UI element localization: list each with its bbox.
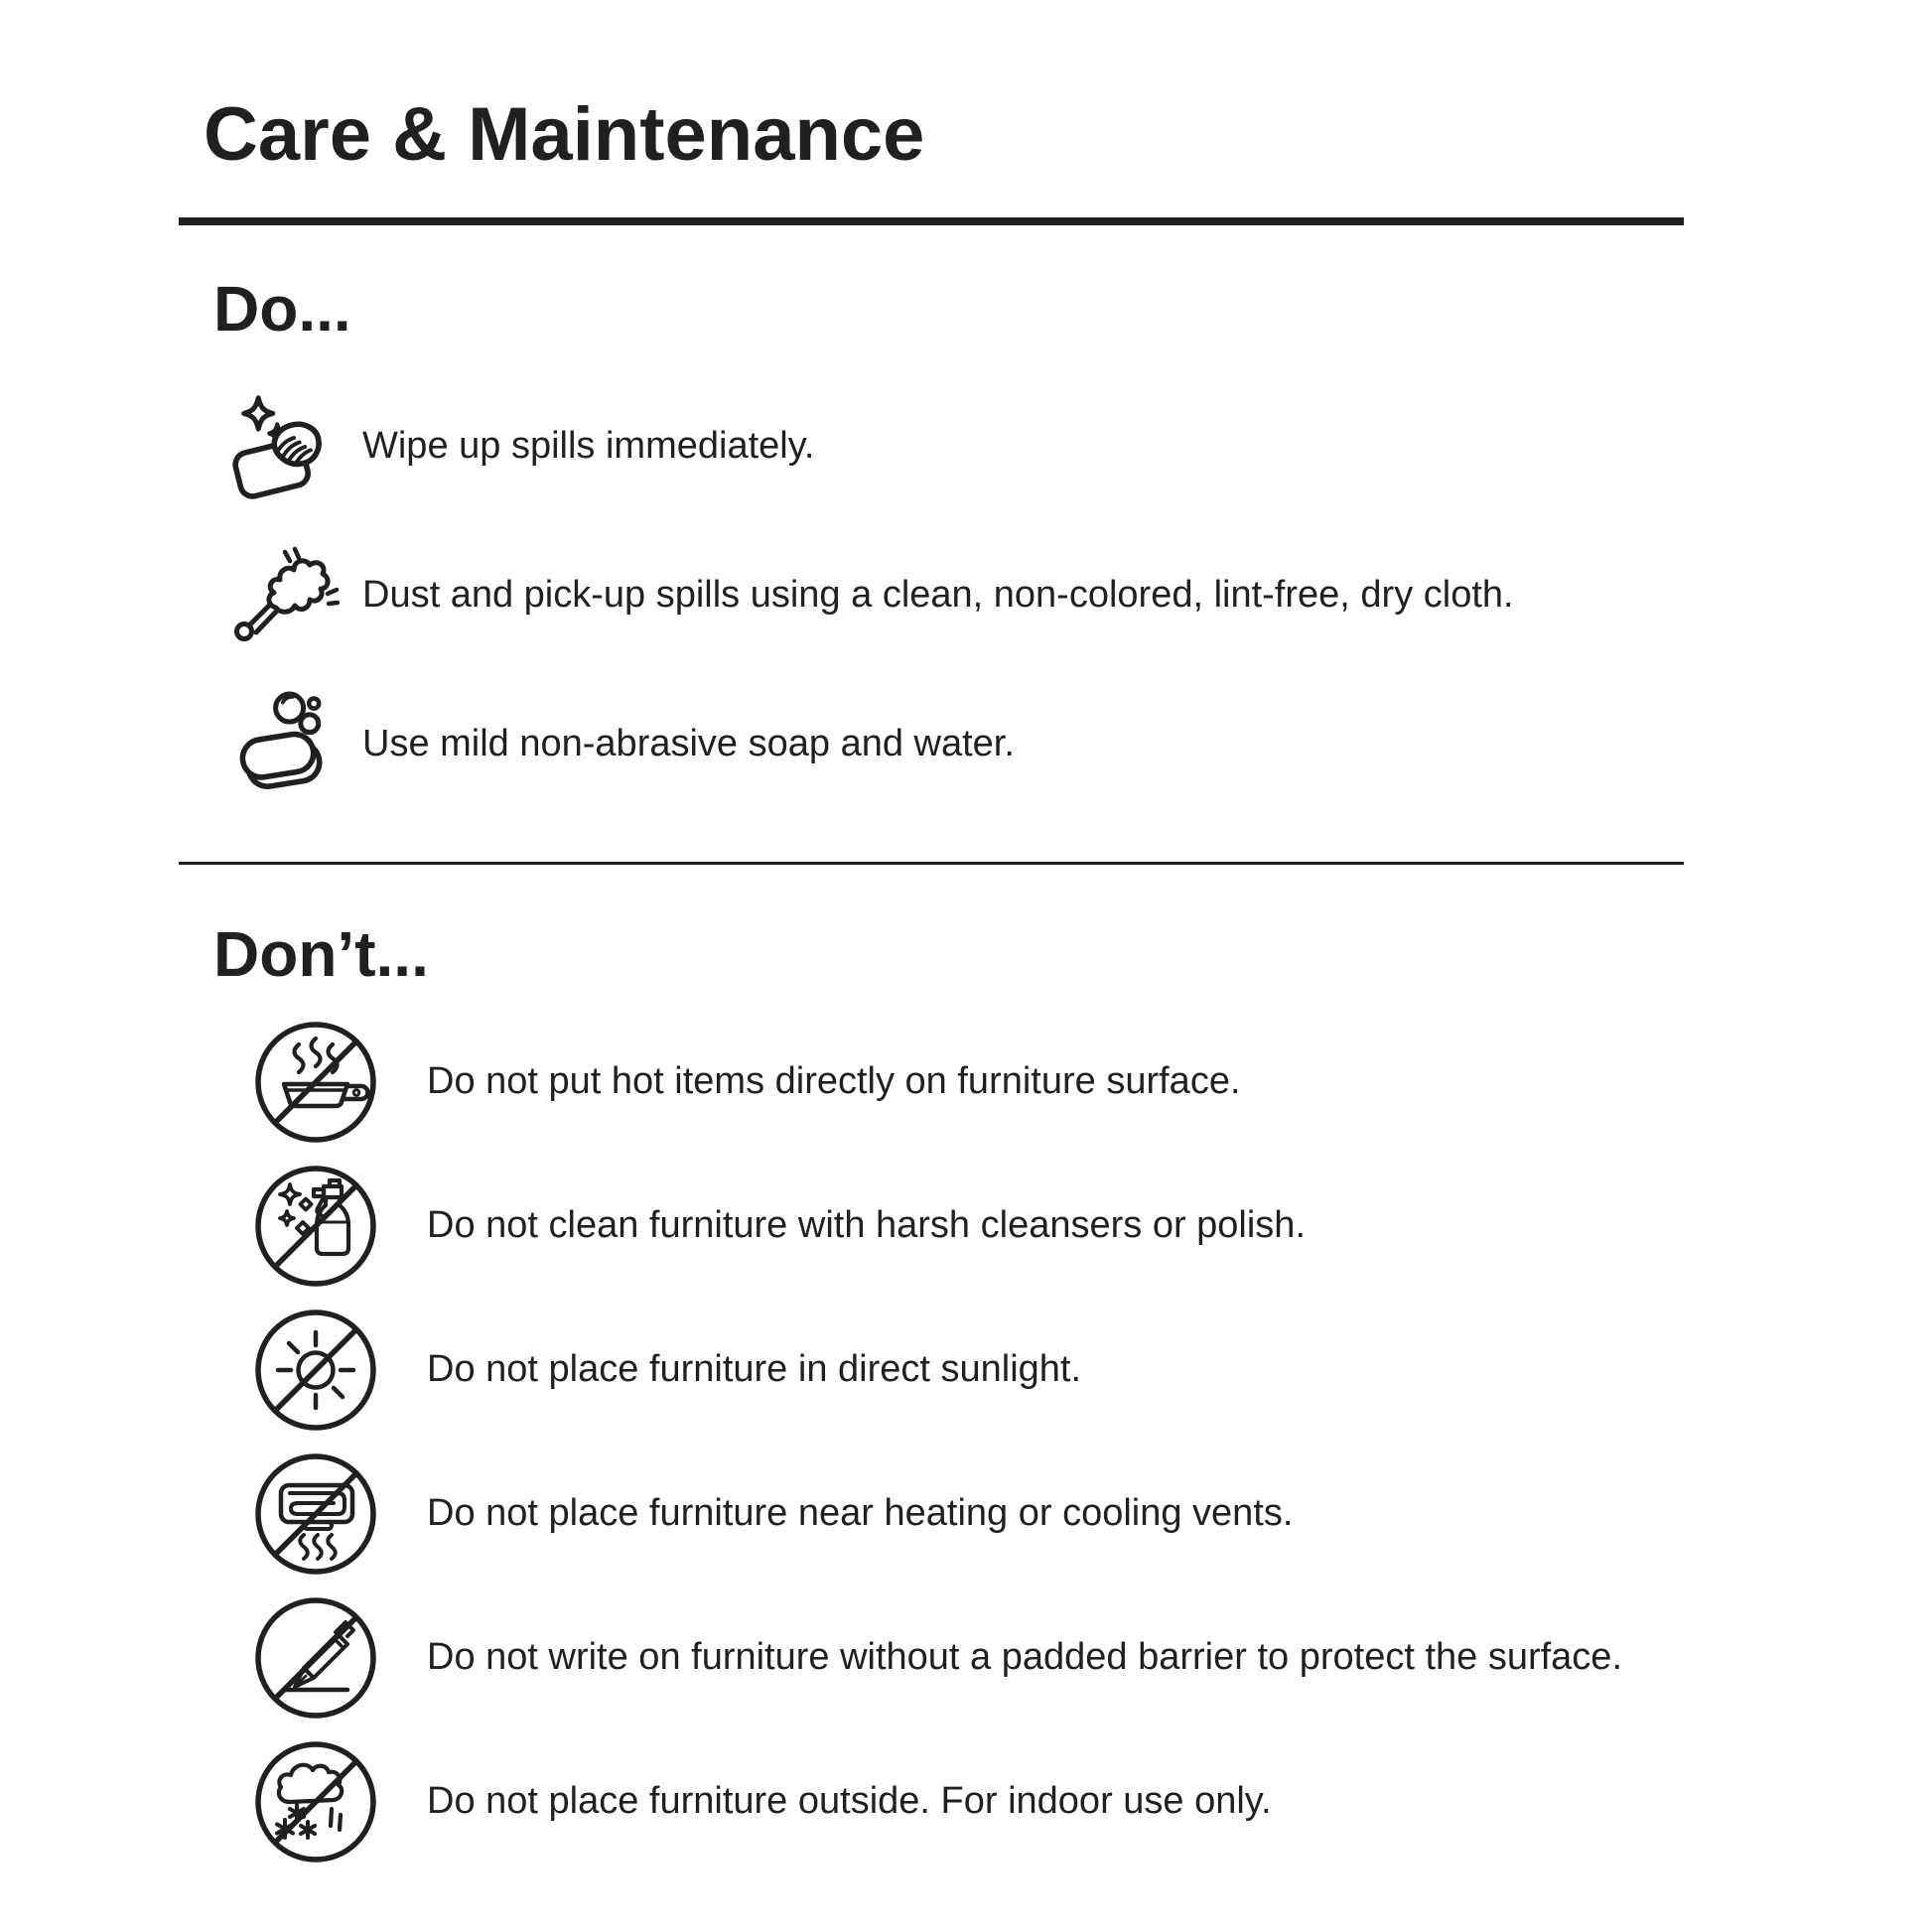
instruction-text: Wipe up spills immediately. (362, 425, 815, 468)
do-item-row (179, 372, 1684, 521)
dont-item-row (179, 1154, 1684, 1298)
instruction-text: Do not place furniture outside. For indoor use only. (427, 1779, 1272, 1822)
do-item-row (179, 521, 1684, 670)
instruction-text: Do not place furniture near heating or cooling vents. (427, 1491, 1294, 1534)
instruction-text: Do not place furniture in direct sunlight. (427, 1347, 1082, 1390)
instruction-text: Do not put hot items directly on furniture surface. (427, 1059, 1241, 1102)
duster-icon (228, 540, 340, 651)
instruction-text: Do not clean furniture with harsh cleansers or polish. (427, 1203, 1307, 1246)
wipe-spills-icon (228, 391, 340, 502)
dont-item-row (179, 1729, 1684, 1873)
dont-section (179, 918, 1684, 1873)
section-divider (179, 862, 1684, 865)
title-divider (179, 217, 1684, 225)
instruction-text: Dust and pick-up spills using a clean, non-colored, lint-free, dry cloth. (362, 574, 1514, 617)
no-harsh-cleansers-icon (250, 1161, 381, 1292)
dont-heading: Don’t... (213, 918, 429, 990)
no-direct-sunlight-icon (250, 1305, 381, 1436)
dont-item-row (179, 1586, 1684, 1729)
no-hot-items-icon (250, 1017, 381, 1148)
page-title: Care & Maintenance (204, 92, 925, 177)
do-item-row (179, 670, 1684, 819)
no-heating-vents-icon (250, 1449, 381, 1580)
do-section (179, 273, 1684, 819)
dont-item-row (179, 1298, 1684, 1442)
instruction-text: Do not write on furniture without a padded barrier to protect the surface. (427, 1635, 1622, 1678)
soap-icon (228, 689, 340, 800)
do-heading: Do... (213, 273, 351, 345)
dont-item-row (179, 1010, 1684, 1154)
dont-item-row (179, 1442, 1684, 1586)
no-writing-icon (250, 1592, 381, 1724)
instruction-text: Use mild non-abrasive soap and water. (362, 723, 1015, 765)
no-outdoor-use-icon (250, 1736, 381, 1867)
